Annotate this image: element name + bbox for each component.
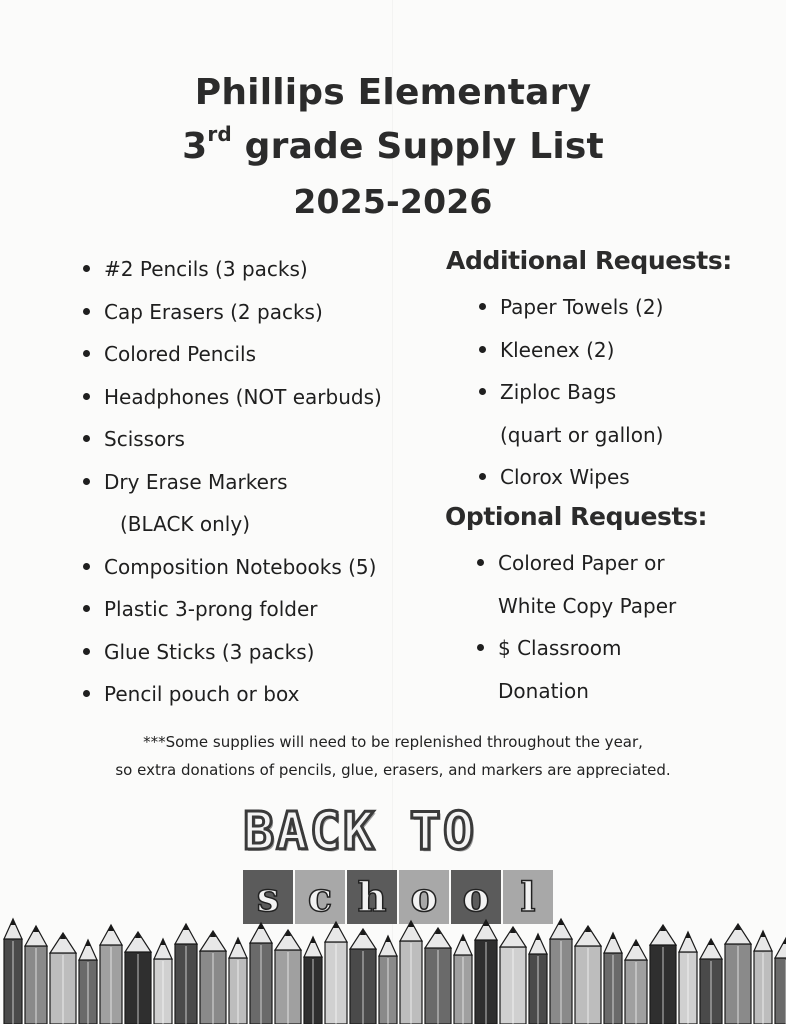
list-item (80, 376, 410, 419)
list-item (80, 248, 410, 291)
pencil-icon (200, 931, 226, 1024)
list-item-text: Paper Towels (2) (500, 295, 664, 319)
pencil-icon (754, 931, 772, 1024)
list-item (80, 588, 410, 631)
pencil-icon (454, 935, 472, 1024)
replenish-note-line-2: so extra donations of pencils, glue, erasers, and markers are appreciated. (115, 761, 671, 779)
school-letter-tile: o (451, 870, 501, 924)
list-item (80, 546, 410, 589)
list-item-text: Headphones (NOT earbuds) (104, 384, 382, 409)
pencil-icon (229, 938, 247, 1024)
pencil-icon (604, 933, 622, 1024)
pencil-icon (275, 930, 301, 1024)
bullet-icon (477, 559, 484, 566)
pencil-icon (25, 926, 47, 1024)
pencil-icon (4, 919, 22, 1024)
bullet-icon (479, 473, 486, 480)
bullet-icon (83, 393, 90, 400)
list-item (80, 461, 410, 504)
list-item-text: Ziploc Bags (500, 380, 617, 404)
bullet-icon (83, 563, 90, 570)
list-item-text: $ Classroom (498, 636, 622, 660)
list-item-text: Plastic 3-prong folder (104, 597, 318, 621)
list-item-continuation (476, 414, 776, 457)
bullet-icon (477, 644, 484, 651)
pencil-icon (550, 919, 572, 1024)
list-item (476, 371, 776, 414)
pencil-icon (154, 939, 172, 1024)
school-year: 2025-2026 (293, 182, 493, 221)
bullet-icon (479, 346, 486, 353)
bullet-icon (83, 690, 90, 697)
list-item-text: Kleenex (2) (500, 337, 615, 362)
bullet-icon (479, 388, 486, 395)
bullet-icon (83, 648, 90, 655)
list-item (476, 286, 776, 329)
pencil-icon (100, 925, 122, 1024)
bullet-icon (83, 265, 90, 272)
pencil-icon (475, 920, 497, 1024)
additional-requests-heading: Additional Requests: (446, 246, 732, 275)
list-item-text: #2 Pencils (3 packs) (104, 257, 308, 281)
list-item (80, 673, 410, 716)
school-letter-tile: l (503, 870, 553, 924)
school-letter-tile: h (347, 870, 397, 924)
pencil-icon (325, 922, 347, 1024)
grade-ordinal: rd (207, 122, 232, 146)
pencil-icon (650, 925, 676, 1024)
school-letter-tile: c (295, 870, 345, 924)
bullet-icon (83, 605, 90, 612)
pencils-border-illustration (0, 905, 786, 1024)
pencil-icon (625, 940, 647, 1024)
list-item-text: (BLACK only) (120, 512, 250, 536)
pencil-icon (125, 932, 151, 1024)
pencil-icon (575, 926, 601, 1024)
list-item-text: Donation (498, 678, 589, 703)
replenish-note-line-1: ***Some supplies will need to be replenished throughout the year, (143, 733, 643, 751)
optional-requests-list (474, 542, 774, 712)
grade-title-rest: grade Supply List (231, 126, 604, 167)
school-letter-tile: s (243, 870, 293, 924)
bullet-icon (83, 478, 90, 485)
list-item (476, 329, 776, 372)
school-name: Phillips Elementary (194, 72, 592, 113)
list-item-text: Pencil pouch or box (104, 682, 300, 706)
list-item-text: Cap Erasers (2 packs) (104, 299, 323, 324)
list-item-text: Colored Paper or (498, 551, 665, 575)
pencil-icon (304, 937, 322, 1024)
list-item (476, 456, 776, 499)
grade-number: 3 (182, 126, 208, 167)
list-item (80, 291, 410, 334)
list-item-text: Glue Sticks (3 packs) (104, 639, 315, 664)
back-to-text: BACK TO (243, 802, 477, 862)
pencil-icon (350, 929, 376, 1024)
list-item-text: (quart or gallon) (500, 422, 664, 447)
pencil-icon (50, 933, 76, 1024)
list-item-text: Composition Notebooks (5) (104, 554, 377, 579)
pencil-icon (379, 936, 397, 1024)
pencil-icon (529, 934, 547, 1024)
list-item-text: Clorox Wipes (500, 465, 630, 489)
list-item (80, 333, 410, 376)
list-item-text: Colored Pencils (104, 342, 256, 366)
school-letter-tile: o (399, 870, 449, 924)
pencil-icon (725, 924, 751, 1024)
grade-title (0, 122, 786, 167)
pencil-icon (679, 932, 697, 1024)
pencil-icon (79, 940, 97, 1024)
list-item-continuation (474, 585, 774, 628)
pencil-icon (175, 924, 197, 1024)
additional-requests-list (476, 286, 776, 499)
bullet-icon (83, 435, 90, 442)
pencil-icon (425, 928, 451, 1024)
list-item-text: Dry Erase Markers (104, 469, 288, 494)
list-item (474, 542, 774, 585)
pencil-icon (500, 927, 526, 1024)
bullet-icon (83, 350, 90, 357)
pencil-icon (250, 923, 272, 1024)
list-item (80, 631, 410, 674)
pencil-icon (700, 939, 722, 1024)
bullet-icon (83, 308, 90, 315)
list-item-text: White Copy Paper (498, 593, 677, 618)
pencil-icon (400, 921, 422, 1024)
optional-requests-heading: Optional Requests: (445, 502, 708, 531)
list-item-text: Scissors (104, 427, 185, 451)
list-item (474, 627, 774, 670)
list-item-continuation (80, 503, 410, 546)
list-item (80, 418, 410, 461)
list-item-continuation (474, 670, 774, 713)
bullet-icon (479, 303, 486, 310)
supply-list (80, 248, 410, 716)
pencil-icon (775, 938, 786, 1024)
